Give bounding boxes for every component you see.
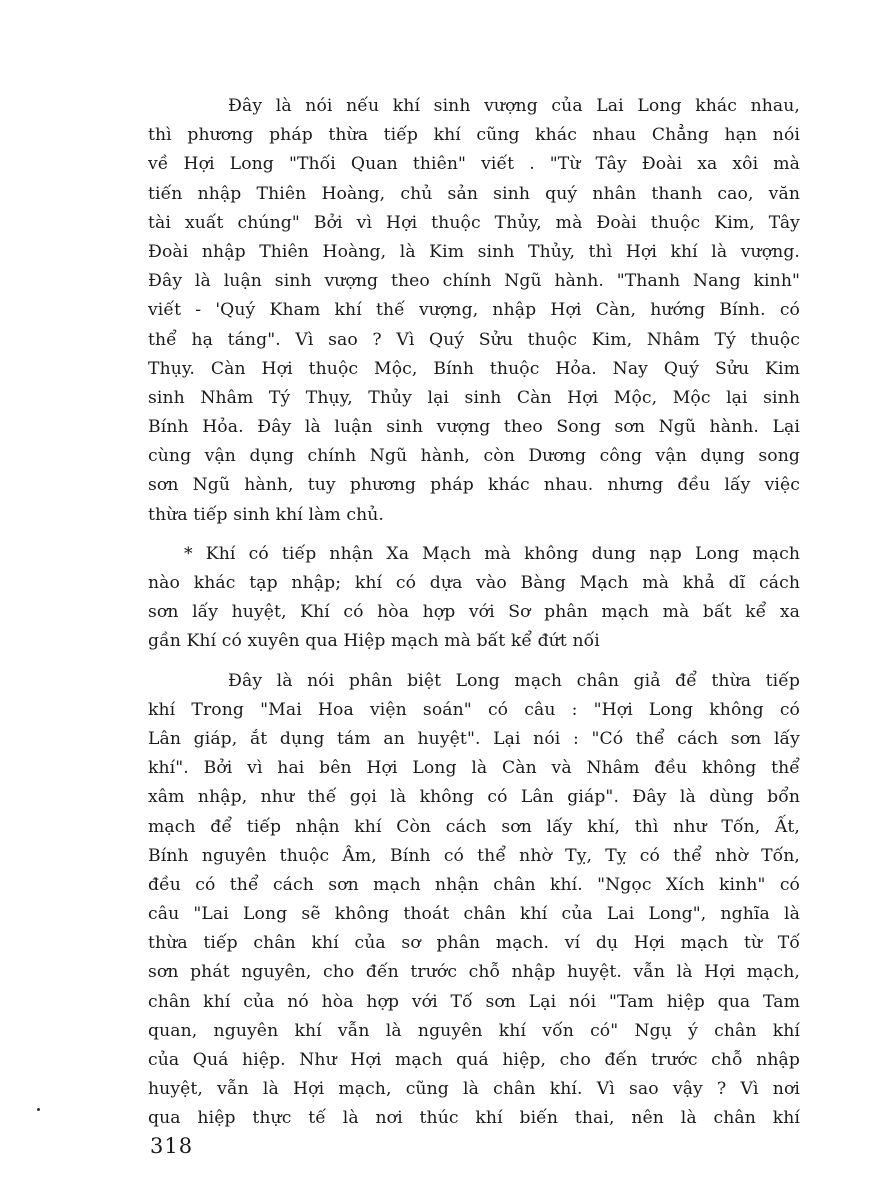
text-line: chân khí của nó hòa hợp với Tố sơn Lại nói "Tam hiệp qua Tam [148, 991, 800, 1012]
text-line: sơn Ngũ hành, tuy phương pháp khác nhau. nhưng đều lấy việc [148, 475, 800, 496]
paragraph-3 [148, 667, 800, 1134]
text-line: xâm nhập, như thế gọi là không có Lân giáp". Đây là dùng bổn [148, 787, 800, 808]
text-line: huyệt, vẫn là Hợi mạch, cũng là chân khí. Vì sao vậy ? Vì nơi [148, 1079, 800, 1100]
paragraph-1 [148, 92, 800, 530]
text-line: khí". Bởi vì hai bên Hợi Long là Càn và Nhâm đều không thể [148, 758, 800, 779]
text-line: khí Trong "Mai Hoa viện soán" có câu : "Hợi Long không có [148, 699, 800, 720]
text-line: Đây là nói nếu khí sinh vượng của Lai Long khác nhau, [228, 96, 800, 116]
text-line: gần Khí có xuyên qua Hiệp mạch mà bất kể đứt nối [148, 631, 600, 652]
text-line: qua hiệp thực tế là nơi thúc khí biến thai, nên là chân khí [148, 1108, 800, 1129]
body-text [148, 92, 800, 1144]
text-line: câu "Lai Long sẽ không thoát chân khí của Lai Long", nghĩa là [148, 904, 800, 925]
text-line: sơn lấy huyệt, Khí có hòa hợp với Sơ phân mạch mà bất kể xa [148, 602, 800, 623]
text-line: thừa tiếp chân khí của sơ phân mạch. ví dụ Hợi mạch từ Tố [148, 933, 800, 954]
text-line: nào khác tạp nhập; khí có dựa vào Bàng Mạch mà khả dĩ cách [148, 573, 800, 593]
text-line: * Khí có tiếp nhận Xa Mạch mà không dung nạp Long mạch [184, 543, 800, 564]
text-line: Lân giáp, ắt dụng tám an huyệt". Lại nói : "Có thể cách sơn lấy [148, 728, 800, 749]
text-line: thể hạ táng". Vì sao ? Vì Quý Sửu thuộc Kim, Nhâm Tý thuộc [148, 329, 800, 350]
text-line: sơn phát nguyên, cho đến trước chỗ nhập huyệt. vẫn là Hợi mạch, [148, 962, 800, 983]
text-line: Đoài nhập Thiên Hoàng, là Kim sinh Thủy, thì Hợi khí là vượng. [148, 241, 800, 262]
text-line: Thụy. Càn Hợi thuộc Mộc, Bính thuộc Hỏa. Nay Quý Sửu Kim [148, 358, 800, 379]
text-line: thừa tiếp sinh khí làm chủ. [148, 504, 384, 525]
text-line: Đây là luận sinh vượng theo chính Ngũ hành. "Thanh Nang kinh" [148, 271, 800, 292]
scan-speck [37, 1108, 40, 1111]
paragraph-2-bullet [148, 540, 800, 657]
page-number: 318 [150, 1134, 194, 1158]
text-line: của Quá hiệp. Như Hợi mạch quá hiệp, cho đến trước chỗ nhập [148, 1050, 800, 1070]
text-line: sinh Nhâm Tý Thụy, Thủy lại sinh Càn Hợi Mộc, Mộc lại sinh [148, 387, 800, 408]
text-line: đều có thể cách sơn mạch nhận chân khí. "Ngọc Xích kinh" có [148, 874, 800, 895]
text-line: tiến nhập Thiên Hoàng, chủ sản sinh quý nhân thanh cao, văn [148, 183, 800, 204]
text-line: quan, nguyên khí vẫn là nguyên khí vốn có" Ngụ ý chân khí [148, 1020, 800, 1041]
text-line: Đây là nói phân biệt Long mạch chân giả để thừa tiếp [228, 670, 800, 691]
text-line: Bính nguyên thuộc Âm, Bính có thể nhờ Tỵ, Tỵ có thể nhờ Tốn, [148, 845, 800, 866]
text-line: về Hợi Long "Thối Quan thiên" viết . "Từ Tây Đoài xa xôi mà [148, 154, 800, 175]
text-line: Bính Hỏa. Đây là luận sinh vượng theo Song sơn Ngũ hành. Lại [148, 417, 800, 438]
text-line: mạch để tiếp nhận khí Còn cách sơn lấy khí, thì như Tốn, Ất, [148, 816, 800, 837]
text-line: tài xuất chúng" Bởi vì Hợi thuộc Thủy, mà Đoài thuộc Kim, Tây [148, 212, 800, 233]
text-line: cùng vận dụng chính Ngũ hành, còn Dương công vận dụng song [148, 446, 800, 467]
text-line: thì phương pháp thừa tiếp khí cũng khác nhau Chẳng hạn nói [148, 125, 800, 146]
text-line: viết - 'Quý Kham khí thế vượng, nhập Hợi Càn, hướng Bính. có [148, 300, 800, 321]
